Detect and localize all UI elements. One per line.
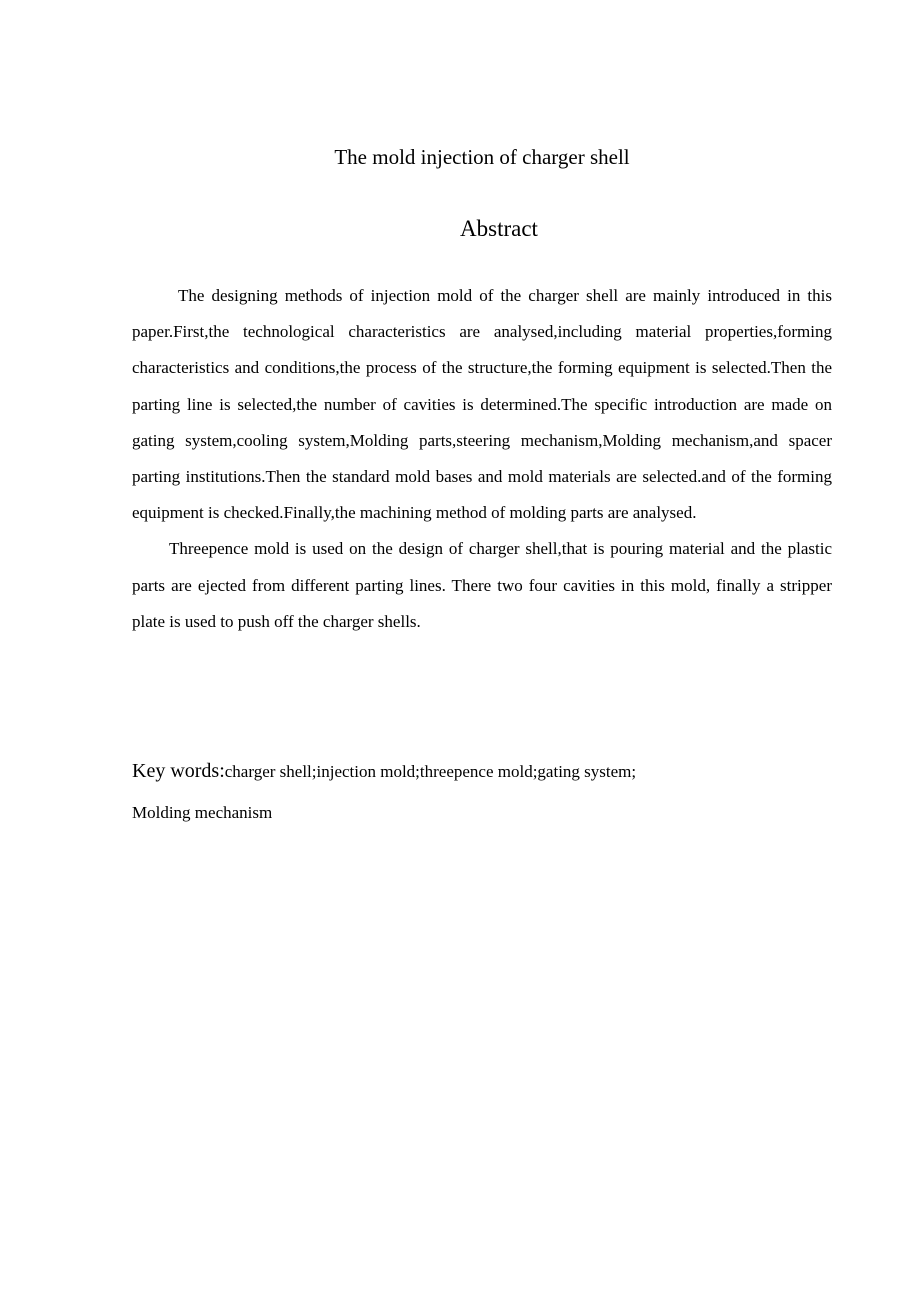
keywords-label: Key words: (132, 760, 225, 782)
abstract-paragraph-2: Threepence mold is used on the design of charger shell,that is pouring material and the plastic parts are ejected from different parting lines. There two four cavities in this mold, finally a stripper plate is used to push off the charger shells. (132, 539, 832, 631)
keywords-list: charger shell;injection mold;threepence mold;gating system; (224, 762, 637, 781)
abstract-heading: Abstract (460, 216, 538, 241)
document-title: The mold injection of charger shell (334, 145, 630, 169)
keywords-line (132, 757, 832, 786)
abstract-body (132, 278, 832, 640)
keywords-list-continued: Molding mechanism (132, 803, 273, 822)
abstract-paragraph-1: The designing methods of injection mold of the charger shell are mainly introduced in this paper.First,the technological characteristics are analysed,including material properties,forming characteristics and conditions,the process of the structure,the forming equipment is selected.Then the parting line is selected,the number of cavities is determined.The specific introduction are made on gating system,cooling system,Molding parts,steering mechanism,Molding mechanism,and spacer parting institutions.Then the standard mold bases and mold materials are selected.and of the forming equipment is checked.Finally,the machining method of molding parts are analysed. (132, 286, 832, 523)
